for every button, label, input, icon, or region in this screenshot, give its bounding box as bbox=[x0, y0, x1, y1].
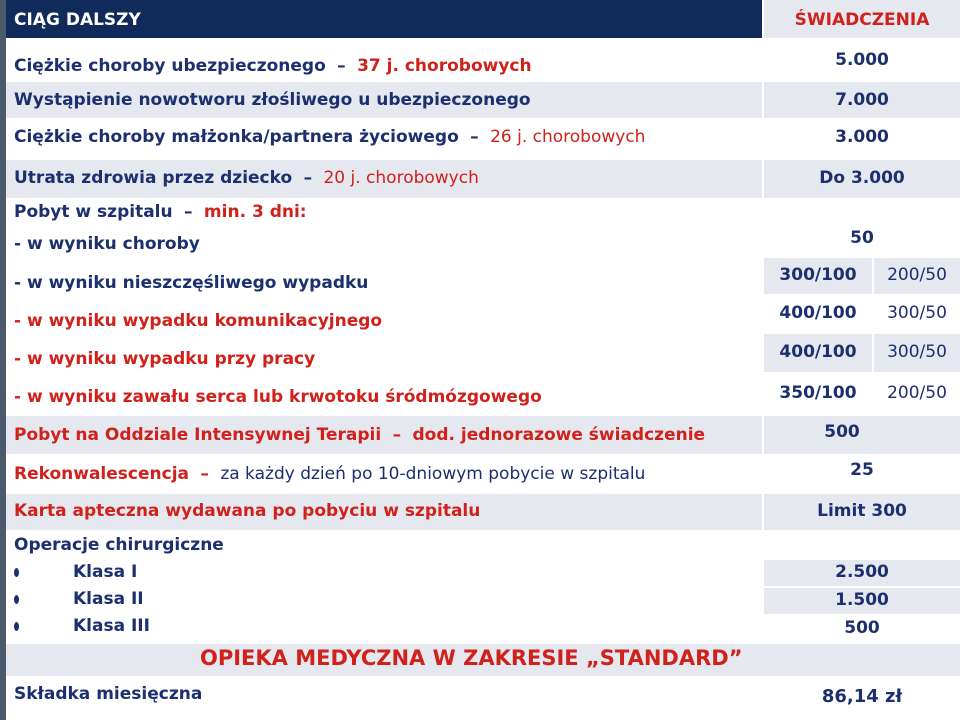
dash: – bbox=[184, 202, 193, 222]
surgery-class-2 bbox=[14, 589, 414, 613]
row-cancer bbox=[6, 82, 762, 118]
item-label: - w wyniku nieszczęśliwego wypadku bbox=[14, 273, 369, 293]
item-label: - w wyniku choroby bbox=[14, 234, 200, 254]
row-label: Karta apteczna wydawana po pobyciu w szpitalu bbox=[14, 501, 481, 521]
benefits-table bbox=[6, 0, 960, 720]
bullet-icon bbox=[14, 622, 19, 631]
row-pharmacy bbox=[6, 494, 762, 530]
value: 7.000 bbox=[835, 90, 889, 110]
hospital-value-work-v2 bbox=[874, 334, 960, 372]
value: 500 bbox=[824, 422, 860, 442]
value: 200/50 bbox=[887, 265, 947, 285]
days-label: 20 j. chorobowych bbox=[323, 168, 479, 188]
hospital-item-heart-attack bbox=[14, 387, 714, 411]
value-premium bbox=[764, 678, 960, 720]
value: 25 bbox=[850, 460, 874, 480]
row-label: Składka miesięczna bbox=[14, 684, 203, 704]
days-label: 26 j. chorobowych bbox=[490, 127, 646, 147]
value: 3.000 bbox=[835, 127, 889, 147]
value: Limit 300 bbox=[817, 501, 907, 521]
hospital-title-text: Pobyt w szpitalu bbox=[14, 202, 173, 222]
class-label: Klasa II bbox=[73, 589, 144, 609]
value: 200/50 bbox=[887, 383, 947, 403]
row-extra: dod. jednorazowe świadczenie bbox=[412, 425, 706, 445]
item-label: - w wyniku zawału serca lub krwotoku śródmózgowego bbox=[14, 387, 542, 407]
row-extra: za każdy dzień po 10-dniowym pobycie w szpitalu bbox=[220, 464, 646, 484]
value-surgery-class-2 bbox=[764, 588, 960, 614]
hospital-min-days: min. 3 dni: bbox=[203, 202, 307, 222]
hospital-item-accident bbox=[14, 273, 714, 297]
hospital-value-heart-v2 bbox=[874, 374, 960, 414]
hospital-value-heart-v1 bbox=[764, 374, 872, 414]
surgery-values-top bbox=[764, 532, 960, 558]
surgery-class-1 bbox=[14, 562, 414, 586]
medical-care-title bbox=[200, 646, 820, 674]
hospital-value-accident-v2 bbox=[874, 258, 960, 294]
header-right bbox=[764, 0, 960, 38]
value: 50 bbox=[850, 228, 874, 248]
hospital-value-illness bbox=[764, 228, 960, 252]
value: 300/50 bbox=[887, 342, 947, 362]
class-label: Klasa I bbox=[73, 562, 138, 582]
value: 350/100 bbox=[779, 383, 857, 403]
header-right-label: ŚWIADCZENIA bbox=[794, 10, 930, 30]
surgery-title-text: Operacje chirurgiczne bbox=[14, 535, 224, 555]
hospital-value-traffic-v2 bbox=[874, 296, 960, 332]
hospital-item-illness bbox=[14, 234, 714, 258]
surgery-class-3 bbox=[14, 616, 414, 640]
hospital-value-work-v1 bbox=[764, 334, 872, 372]
row-recovery bbox=[6, 456, 762, 492]
value-pharmacy bbox=[764, 494, 960, 530]
row-label: Pobyt na Oddziale Intensywnej Terapii bbox=[14, 425, 382, 445]
value: 400/100 bbox=[779, 342, 857, 362]
value-cancer bbox=[764, 82, 960, 118]
value: 500 bbox=[844, 618, 880, 638]
value: 5.000 bbox=[835, 50, 889, 70]
value: 300/50 bbox=[887, 303, 947, 323]
value: 2.500 bbox=[835, 562, 889, 582]
value-serious-illness-insured bbox=[764, 40, 960, 80]
dash: – bbox=[392, 425, 402, 445]
row-serious-illness-spouse bbox=[6, 120, 762, 158]
hospital-item-work-accident bbox=[14, 349, 714, 373]
value: 300/100 bbox=[779, 265, 857, 285]
row-icu bbox=[6, 416, 762, 454]
hospital-title bbox=[14, 202, 714, 226]
hospital-value-accident-v1 bbox=[764, 258, 872, 294]
hospital-item-traffic-accident bbox=[14, 311, 714, 335]
item-label: - w wyniku wypadku przy pracy bbox=[14, 349, 316, 369]
bullet-icon bbox=[14, 568, 19, 577]
hospital-value-traffic-v1 bbox=[764, 296, 872, 332]
surgery-title bbox=[14, 535, 414, 559]
days-label: 37 j. chorobowych bbox=[357, 56, 532, 76]
hospital-block bbox=[6, 200, 762, 416]
header-left bbox=[6, 0, 762, 38]
row-serious-illness-insured bbox=[6, 40, 762, 80]
value: 400/100 bbox=[779, 303, 857, 323]
row-label: Ciężkie choroby małżonka/partnera życiowego bbox=[14, 127, 459, 147]
bullet-icon bbox=[14, 595, 19, 604]
header-left-label: CIĄG DALSZY bbox=[14, 10, 141, 30]
dash: – bbox=[200, 464, 209, 484]
row-child-health-loss bbox=[6, 160, 762, 198]
value: 86,14 zł bbox=[821, 686, 903, 707]
value: Do 3.000 bbox=[819, 168, 905, 188]
row-label: Rekonwalescencja bbox=[14, 464, 189, 484]
item-label: - w wyniku wypadku komunikacyjnego bbox=[14, 311, 383, 331]
row-premium bbox=[6, 678, 762, 720]
row-label: Wystąpienie nowotworu złośliwego u ubezpieczonego bbox=[14, 90, 531, 110]
value-recovery bbox=[764, 456, 960, 492]
dash: – bbox=[303, 168, 313, 188]
dash: – bbox=[470, 127, 479, 147]
value-surgery-class-3 bbox=[764, 616, 960, 642]
value-surgery-class-1 bbox=[764, 560, 960, 586]
class-label: Klasa III bbox=[73, 616, 150, 636]
dash: – bbox=[337, 56, 346, 76]
value-serious-illness-spouse bbox=[764, 120, 960, 158]
value-icu bbox=[764, 416, 960, 454]
value: 1.500 bbox=[835, 590, 889, 610]
row-label: Utrata zdrowia przez dziecko bbox=[14, 168, 293, 188]
value-child-health-loss bbox=[764, 160, 960, 198]
row-label: Ciężkie choroby ubezpieczonego bbox=[14, 56, 326, 76]
medical-care-text: OPIEKA MEDYCZNA W ZAKRESIE „STANDARD” bbox=[200, 646, 743, 670]
